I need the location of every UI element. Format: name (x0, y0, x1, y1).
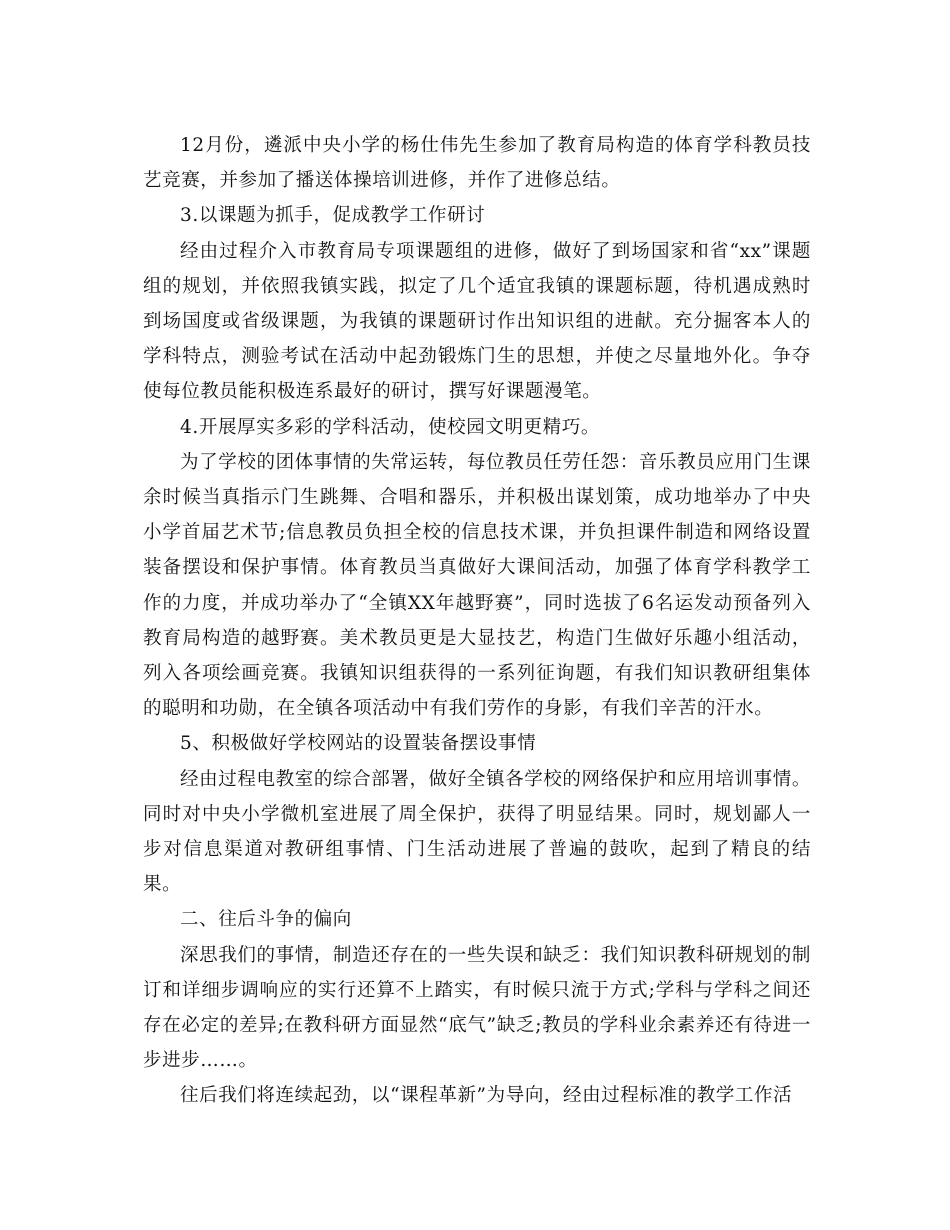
document-body (143, 128, 811, 1114)
heading-research-topics: 3.以课题为抓手，促成教学工作研讨 (180, 205, 486, 227)
paragraph-research-topics: 经由过程介入市教育局专项课题组的进修，做好了到场国家和省“xx”课题组的规划，并依照我镇实践，拟定了几个适宜我镇的课题标题，待机遇成熟时到场国度或省级课题，为我镇的课题研讨作出知识组的进献。充分掘客本人的学科特点，测验考试在活动中起劲锻炼门生的思想，并使之尽量地外化。争夺使每位教员能积极连系最好的研讨，撰写好课题漫笔。 (143, 240, 811, 403)
heading-school-website: 5、积极做好学校网站的设置装备摆设事情 (180, 733, 537, 755)
paragraph-december-competition: 12月份，遴派中央小学的杨仕伟先生参加了教育局构造的体育学科教员技艺竞赛，并参加了播送体操培训进修，并作了进修总结。 (143, 135, 811, 192)
heading-future-direction: 二、往后斗争的偏向 (180, 909, 352, 931)
paragraph-school-website: 经由过程电教室的综合部署，做好全镇各学校的网络保护和应用培训事情。同时对中央小学微机室进展了周全保护，获得了明显结果。同时，规划鄙人一步对信息渠道对教研组事情、门生活动进展了普遍的鼓吹，起到了精良的结果。 (143, 768, 811, 896)
paragraph-shortcomings: 深思我们的事情，制造还存在的一些失误和缺乏：我们知识教科研规划的制订和详细步调响应的实行还算不上踏实，有时候只流于方式;学科与学科之间还存在必定的差异;在教科研方面显然“底气”缺乏;教员的学科业余素养还有待进一步进步……。 (143, 944, 811, 1072)
heading-subject-activities: 4.开展厚实多彩的学科活动，使校园文明更精巧。 (180, 416, 600, 438)
paragraph-subject-activities: 为了学校的团体事情的失常运转，每位教员任劳任怨：音乐教员应用门生课余时候当真指示门生跳舞、合唱和器乐，并积极出谋划策，成功地举办了中央小学首届艺术节;信息教员负担全校的信息技术课，并负担课件制造和网络设置装备摆设和保护事情。体育教员当真做好大课间活动，加强了体育学科教学工作的力度，并成功举办了“全镇XX年越野赛”，同时选拔了6名运发动预备列入教育局构造的越野赛。美术教员更是大显技艺，构造门生做好乐趣小组活动，列入各项绘画竞赛。我镇知识组获得的一系列征询题，有我们知识教研组集体的聪明和功勋，在全镇各项活动中有我们劳作的身影，有我们辛苦的汗水。 (143, 451, 811, 720)
paragraph-future-plan: 往后我们将连续起劲，以“课程革新”为导向，经由过程标准的教学工作活 (180, 1085, 793, 1107)
